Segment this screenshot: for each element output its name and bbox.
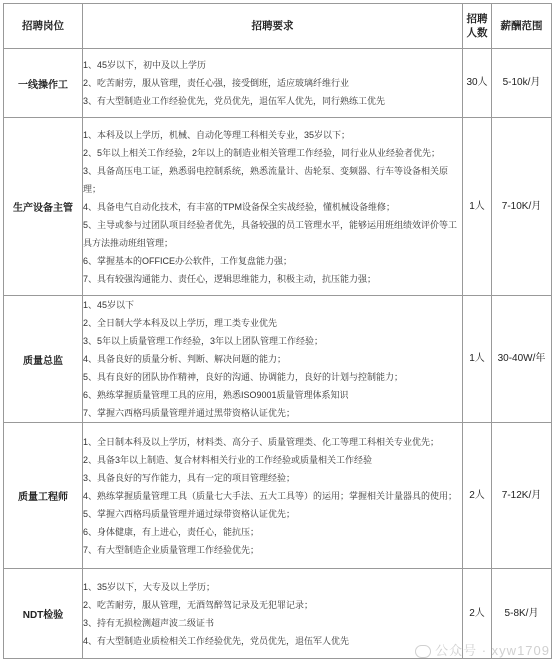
requirement-item: 2、全日制大学本科及以上学历，理工类专业优先 [83,318,278,328]
headcount-cell: 1人 [463,296,492,423]
requirement-item: 1、本科及以上学历，机械、自动化等理工科相关专业，35岁以下； [83,129,351,140]
recruitment-table [3,3,552,659]
requirements-cell [83,569,463,659]
requirement-item: 5、具有良好的团队协作精神，良好的沟通、协调能力，良好的计划与控制能力； [83,372,404,382]
requirement-item: 3、有大型制造业工作经验优先，党员优先，退伍军人优先，同行熟练工优先 [83,96,386,106]
requirements-cell [83,49,463,118]
requirement-item: 7、有大型制造企业质量管理工作经验优先； [83,544,260,555]
requirements-cell [83,118,463,296]
requirements-cell [83,296,463,423]
requirement-item: 3、具备良好的写作能力，具有一定的项目管理经验； [83,472,296,483]
requirement-item: 3、持有无损检测超声波二级证书 [83,617,215,628]
requirement-item: 4、熟练掌握质量管理工具（质量七大手法、五大工具等）的运用；掌握相关计量器具的使用； [83,490,458,501]
salary-cell: 30-40W/年 [492,296,552,423]
requirement-item: 1、45岁以下，初中及以上学历 [83,60,207,70]
requirement-item: 4、具备良好的质量分析、判断、解决问题的能力； [83,354,287,364]
requirement-item: 2、吃苦耐劳，服从管理，责任心强，接受倒班，适应玻璃纤维行业 [83,78,350,88]
wechat-icon [415,645,431,658]
requirement-item: 6、掌握基本的OFFICE办公软件，工作复盘能力强； [83,255,293,266]
table-row [4,296,552,423]
requirement-item: 6、身体健康，有上进心，责任心，能抗压； [83,526,260,537]
requirement-item: 4、有大型制造业质检相关工作经验优先，党员优先，退伍军人优先 [83,635,350,646]
salary-cell: 7-12K/月 [492,423,552,569]
requirements-cell [83,423,463,569]
table-row [4,118,552,296]
requirement-item: 5、掌握六西格玛质量管理并通过绿带资格认证优先； [83,508,296,519]
header-requirements: 招聘要求 [83,4,463,49]
header-position: 招聘岗位 [4,4,83,49]
requirement-item: 7、掌握六西格玛质量管理并通过黑带资格认证优先； [83,408,296,418]
requirement-item: 2、具备3年以上制造、复合材料相关行业的工作经验或质量相关工作经验 [83,454,373,465]
salary-cell: 5-8K/月 [492,569,552,659]
watermark [415,640,550,659]
requirement-item: 1、45岁以下 [83,300,135,310]
requirement-item: 3、具备高压电工证，熟悉弱电控制系统，熟悉流量计、齿轮泵、变频器、行车等设备相关原理； [83,165,449,194]
requirement-item: 4、具备电气自动化技术，有丰富的TPM设备保全实战经验，懂机械设备维修； [83,201,396,212]
requirement-item: 2、5年以上相关工作经验，2年以上的制造业相关管理工作经验，同行业从业经验者优先； [83,147,441,158]
header-salary: 薪酬范围 [492,4,552,49]
position-cell: 质量总监 [4,296,83,423]
requirement-item: 7、具有较强沟通能力、责任心，逻辑思维能力，积极主动，抗压能力强； [83,273,377,284]
headcount-cell: 2人 [463,423,492,569]
watermark-text: 公众号 · xyw1709 [435,643,550,658]
headcount-cell: 2人 [463,569,492,659]
header-count: 招聘人数 [463,4,492,49]
salary-cell: 5-10k/月 [492,49,552,118]
requirement-item: 6、熟练掌握质量管理工具的应用，熟悉ISO9001质量管理体系知识 [83,390,349,400]
table-header-row [4,4,552,49]
headcount-cell: 1人 [463,118,492,296]
salary-cell: 7-10K/月 [492,118,552,296]
requirement-item: 1、35岁以下，大专及以上学历； [83,581,216,592]
position-cell: 生产设备主管 [4,118,83,296]
requirement-item: 3、5年以上质量管理工作经验，3年以上团队管理工作经验； [83,336,324,346]
table-row [4,423,552,569]
requirement-item: 1、全日制本科及以上学历，材料类、高分子、质量管理类、化工等理工科相关专业优先； [83,436,440,447]
requirement-item: 2、吃苦耐劳，服从管理，无酒驾醉驾记录及无犯罪记录； [83,599,314,610]
position-cell: 质量工程师 [4,423,83,569]
position-cell: 一线操作工 [4,49,83,118]
headcount-cell: 30人 [463,49,492,118]
table-row [4,49,552,118]
position-cell: NDT检验 [4,569,83,659]
requirement-item: 5、主导或参与过团队项目经验者优先，具备较强的员工管理水平，能够运用班组绩效评价等工具方法推动班组管理； [83,219,458,248]
